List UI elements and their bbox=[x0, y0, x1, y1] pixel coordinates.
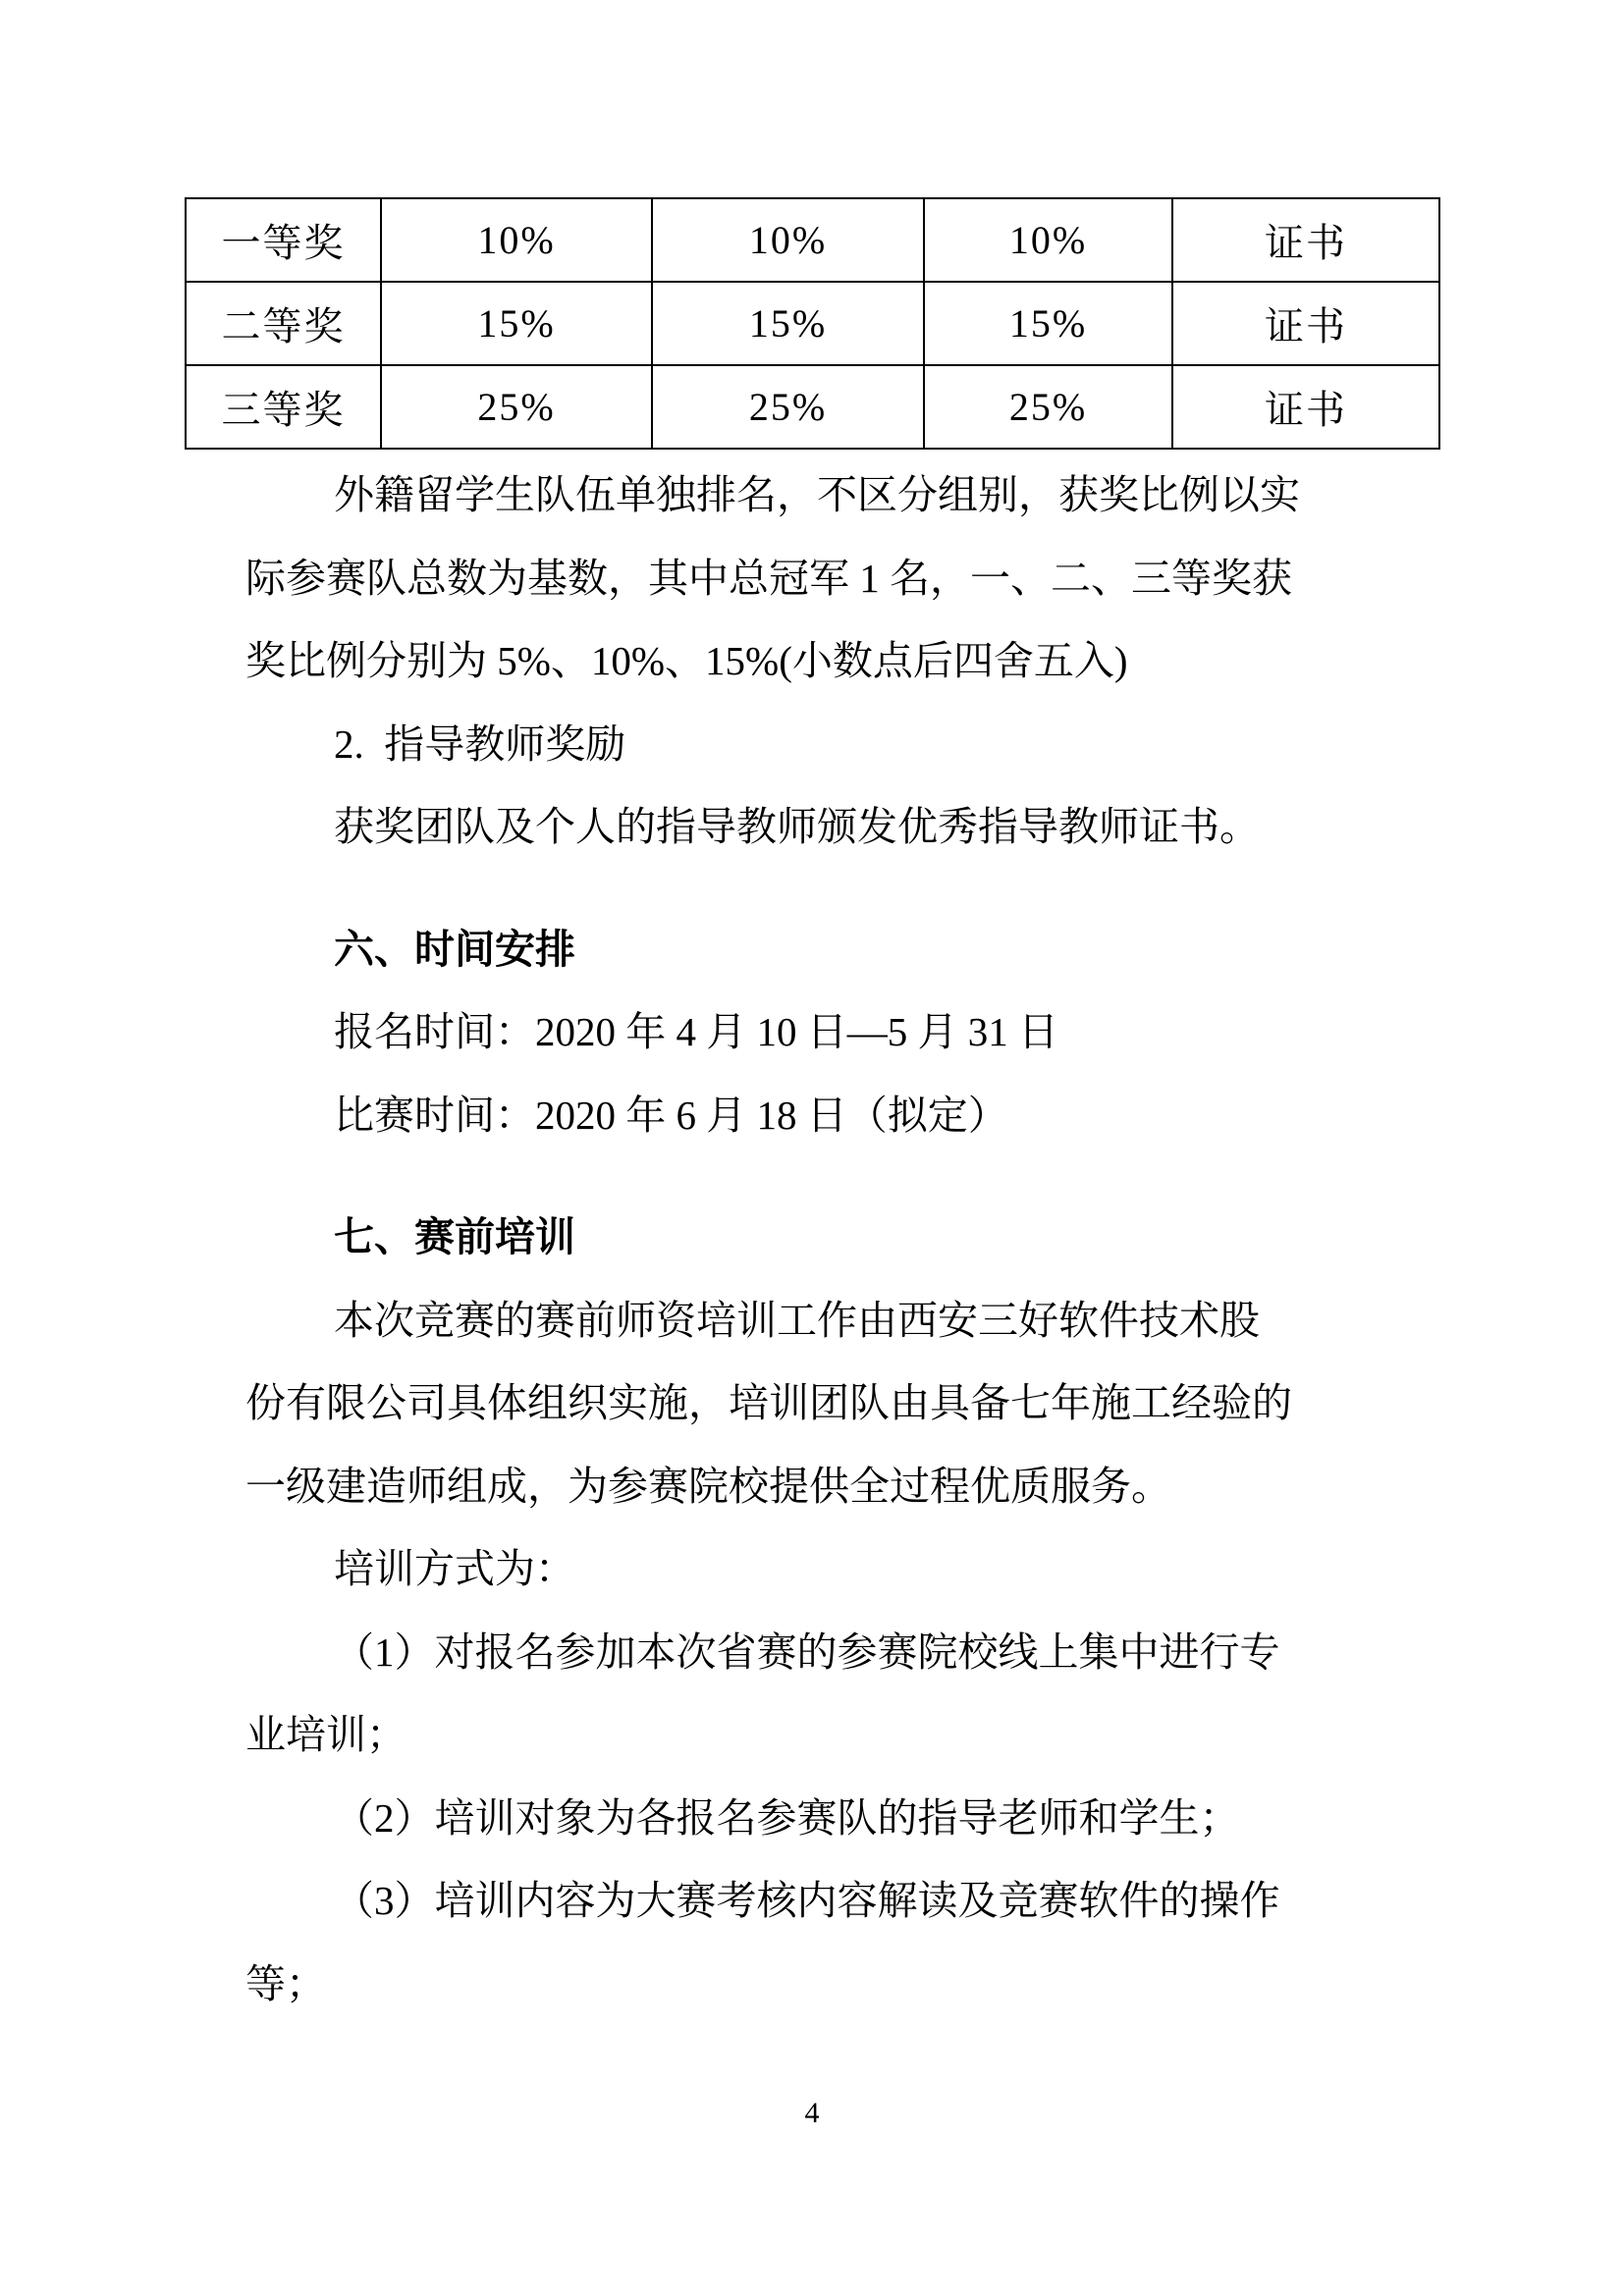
body-line: （2）培训对象为各报名参赛队的指导老师和学生； bbox=[334, 1794, 1240, 1841]
body-line: 外籍留学生队伍单独排名，不区分组别，获奖比例以实 bbox=[334, 472, 1300, 517]
body-line: 等； bbox=[245, 1960, 326, 2006]
table-cell: 证书 bbox=[1172, 282, 1439, 365]
table-cell: 二等奖 bbox=[186, 282, 381, 365]
body-line: 报名时间：2020 年 4 月 10 日—5 月 31 日 bbox=[334, 1009, 1058, 1054]
table-cell: 15% bbox=[381, 282, 652, 365]
table-cell: 证书 bbox=[1172, 198, 1439, 282]
table-cell: 25% bbox=[381, 365, 652, 449]
body-line: 获奖团队及个人的指导教师颁发优秀指导教师证书。 bbox=[334, 804, 1260, 849]
body-line: （3）培训内容为大赛考核内容解读及竞赛软件的操作 bbox=[334, 1878, 1280, 1923]
table-cell: 一等奖 bbox=[186, 198, 381, 282]
body-line: 业培训； bbox=[245, 1712, 406, 1757]
table-cell: 证书 bbox=[1172, 365, 1439, 449]
body-line: （1）对报名参加本次省赛的参赛院校线上集中进行专 bbox=[334, 1629, 1280, 1675]
body-line: 一级建造师组成，为参赛院校提供全过程优质服务。 bbox=[245, 1463, 1171, 1509]
table-cell: 10% bbox=[924, 198, 1172, 282]
table-cell: 10% bbox=[652, 198, 924, 282]
body-line: 奖比例分别为 5%、10%、15%(小数点后四舍五入) bbox=[245, 638, 1128, 683]
body-line: 比赛时间：2020 年 6 月 18 日（拟定） bbox=[334, 1092, 1008, 1138]
table-cell: 15% bbox=[652, 282, 924, 365]
table-cell: 三等奖 bbox=[186, 365, 381, 449]
body-line: 本次竞赛的赛前师资培训工作由西安三好软件技术股 bbox=[334, 1297, 1260, 1343]
table-row bbox=[186, 198, 1439, 282]
body-line: 培训方式为： bbox=[334, 1546, 575, 1591]
body-line: 际参赛队总数为基数，其中总冠军 1 名，一、二、三等奖获 bbox=[245, 555, 1292, 601]
table-cell: 25% bbox=[924, 365, 1172, 449]
body-line: 份有限公司具体组织实施，培训团队由具备七年施工经验的 bbox=[245, 1380, 1292, 1425]
table-row bbox=[186, 365, 1439, 449]
body-line: 2. 指导教师奖励 bbox=[334, 721, 626, 767]
page-number: 4 bbox=[804, 2097, 820, 2129]
table-cell: 15% bbox=[924, 282, 1172, 365]
table-row bbox=[186, 282, 1439, 365]
section-heading: 六、时间安排 bbox=[334, 926, 575, 972]
awards-table bbox=[185, 197, 1440, 450]
section-heading: 七、赛前培训 bbox=[334, 1214, 575, 1259]
table-cell: 10% bbox=[381, 198, 652, 282]
table-cell: 25% bbox=[652, 365, 924, 449]
body-text bbox=[245, 454, 1399, 2025]
